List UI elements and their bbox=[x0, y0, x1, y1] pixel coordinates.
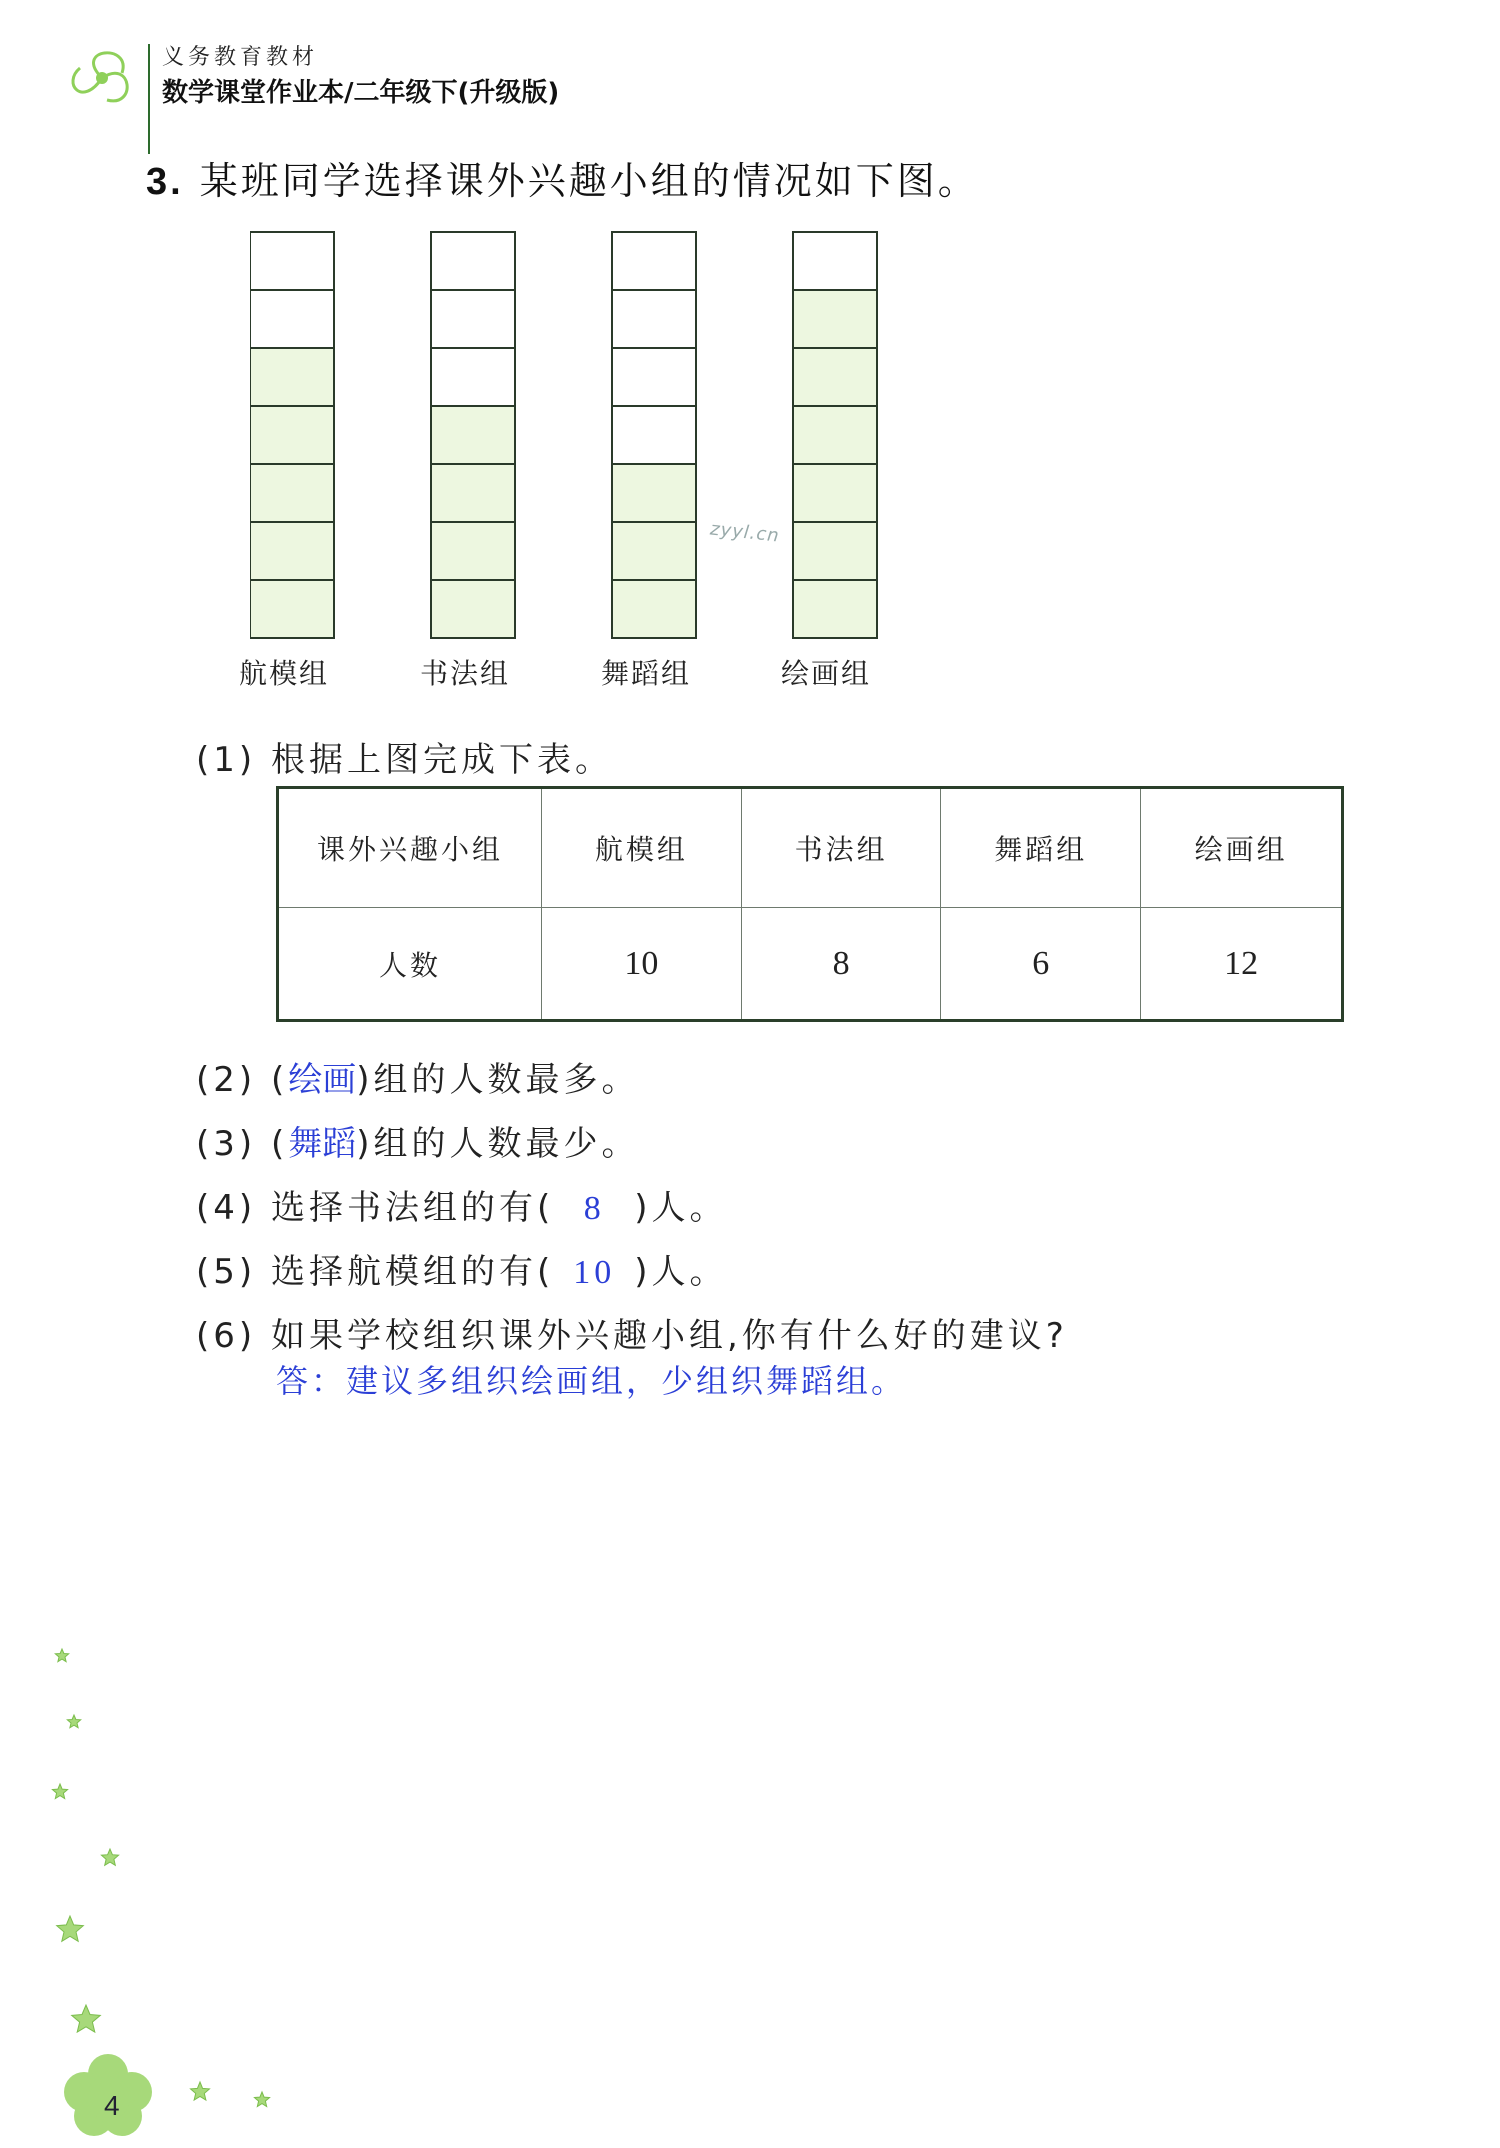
table-cell-value: 6 bbox=[941, 908, 1141, 1021]
star-icon bbox=[55, 1649, 68, 1662]
chart-cell-empty bbox=[612, 290, 696, 348]
chart-graphic bbox=[250, 228, 970, 648]
star-icon bbox=[67, 1715, 80, 1728]
question-prompt: 某班同学选择课外兴趣小组的情况如下图。 bbox=[199, 159, 979, 203]
table-header-cell: 书法组 bbox=[741, 788, 941, 908]
chart-cell-filled bbox=[431, 580, 515, 638]
table-header-cell: 绘画组 bbox=[1141, 788, 1343, 908]
sub-question-text: 根据上图完成下表。 bbox=[270, 740, 613, 780]
chart-cell-filled bbox=[793, 522, 877, 580]
chart-cell-empty bbox=[250, 290, 334, 348]
answer-table bbox=[276, 786, 1344, 1022]
suggestion-answer: 答：建议多组织绘画组，少组织舞蹈组。 bbox=[276, 1362, 907, 1400]
chart-cell-empty bbox=[431, 290, 515, 348]
star-icon bbox=[72, 2005, 101, 2032]
chart-cell-empty bbox=[612, 348, 696, 406]
header-divider bbox=[148, 44, 150, 154]
star-icon bbox=[101, 1849, 118, 1865]
chart-cell-filled bbox=[250, 464, 334, 522]
sub-question-1 bbox=[196, 732, 613, 781]
sub-question-label: (6) bbox=[196, 1316, 257, 1356]
publisher-logo bbox=[62, 38, 142, 118]
sub-question-3 bbox=[196, 1116, 640, 1165]
sub-question-pre: 选择书法组的有( bbox=[270, 1188, 555, 1228]
book-title: 数学课堂作业本/二年级下(升级版) bbox=[162, 78, 560, 108]
question-title bbox=[146, 150, 979, 205]
sub-question-6 bbox=[196, 1308, 1068, 1357]
chart-column bbox=[793, 232, 877, 638]
table-cell-answer: 10 bbox=[542, 908, 742, 1021]
series-label: 义务教育教材 bbox=[162, 45, 319, 70]
sub-question-post: )人。 bbox=[634, 1188, 728, 1228]
page-number: 4 bbox=[104, 2090, 120, 2121]
chart-column bbox=[250, 232, 334, 638]
table-header-cell: 舞蹈组 bbox=[941, 788, 1141, 908]
sub-question-5 bbox=[196, 1244, 728, 1293]
chart-column bbox=[431, 232, 515, 638]
star-icon bbox=[52, 1784, 67, 1799]
answer-text: 10 bbox=[573, 1254, 616, 1291]
chart-cell-filled bbox=[612, 464, 696, 522]
table-row-label: 人数 bbox=[278, 908, 542, 1021]
chart-cell-empty bbox=[793, 232, 877, 290]
answer-text: 舞蹈 bbox=[288, 1124, 357, 1164]
chart-cell-filled bbox=[612, 522, 696, 580]
sub-question-pre: 选择航模组的有( bbox=[270, 1252, 555, 1292]
chart-category-label: 书法组 bbox=[419, 657, 510, 690]
table-header-row bbox=[278, 788, 1343, 908]
sub-question-label: (5) bbox=[196, 1252, 257, 1292]
sub-question-pre: ( bbox=[270, 1124, 289, 1164]
star-icon bbox=[254, 2092, 269, 2107]
sub-question-post: )人。 bbox=[634, 1252, 728, 1292]
chart-cell-filled bbox=[793, 580, 877, 638]
chart-cell-filled bbox=[793, 348, 877, 406]
question-number: 3. bbox=[146, 161, 184, 203]
chart-category-label: 舞蹈组 bbox=[600, 657, 691, 690]
chart-category-label: 绘画组 bbox=[780, 657, 871, 690]
sub-question-2 bbox=[196, 1052, 640, 1101]
chart-cell-empty bbox=[612, 232, 696, 290]
decorative-stars bbox=[40, 1640, 300, 2120]
chart-cell-filled bbox=[431, 464, 515, 522]
table-cell-answer: 8 bbox=[741, 908, 941, 1021]
chart-cell-filled bbox=[250, 522, 334, 580]
chart-cell-empty bbox=[250, 232, 334, 290]
sub-question-4 bbox=[196, 1180, 728, 1229]
sub-question-post: )组的人数最多。 bbox=[356, 1060, 640, 1100]
chart-cell-empty bbox=[431, 232, 515, 290]
chart-cell-filled bbox=[612, 580, 696, 638]
chart-cell-empty bbox=[431, 348, 515, 406]
table-row bbox=[278, 908, 1343, 1021]
sub-question-label: (4) bbox=[196, 1188, 257, 1228]
chart-cell-filled bbox=[793, 464, 877, 522]
chart-category-label: 航模组 bbox=[238, 657, 329, 690]
chart-cell-filled bbox=[250, 348, 334, 406]
chart-cell-filled bbox=[793, 406, 877, 464]
answer-text: 绘画 bbox=[288, 1060, 357, 1100]
chart-cell-filled bbox=[793, 290, 877, 348]
sub-question-label: (2) bbox=[196, 1060, 257, 1100]
sub-question-post: )组的人数最少。 bbox=[356, 1124, 640, 1164]
chart-cell-empty bbox=[612, 406, 696, 464]
chart-cell-filled bbox=[250, 580, 334, 638]
chart-cell-filled bbox=[431, 406, 515, 464]
star-icon bbox=[191, 2082, 210, 2100]
chart-column bbox=[612, 232, 696, 638]
answer-text: 8 bbox=[583, 1190, 605, 1227]
interest-group-chart bbox=[238, 228, 970, 708]
chart-cell-filled bbox=[250, 406, 334, 464]
table-cell-answer: 12 bbox=[1141, 908, 1343, 1021]
sub-question-text: 如果学校组织课外兴趣小组,你有什么好的建议? bbox=[270, 1316, 1068, 1356]
sub-question-label: (3) bbox=[196, 1124, 257, 1164]
table-header-cell: 航模组 bbox=[542, 788, 742, 908]
star-icon bbox=[57, 1916, 84, 1941]
sub-question-pre: ( bbox=[270, 1060, 289, 1100]
chart-cell-filled bbox=[431, 522, 515, 580]
sub-question-label: (1) bbox=[196, 740, 257, 780]
table-header-cell: 课外兴趣小组 bbox=[278, 788, 542, 908]
watermark: zyyl.cn bbox=[709, 518, 781, 547]
